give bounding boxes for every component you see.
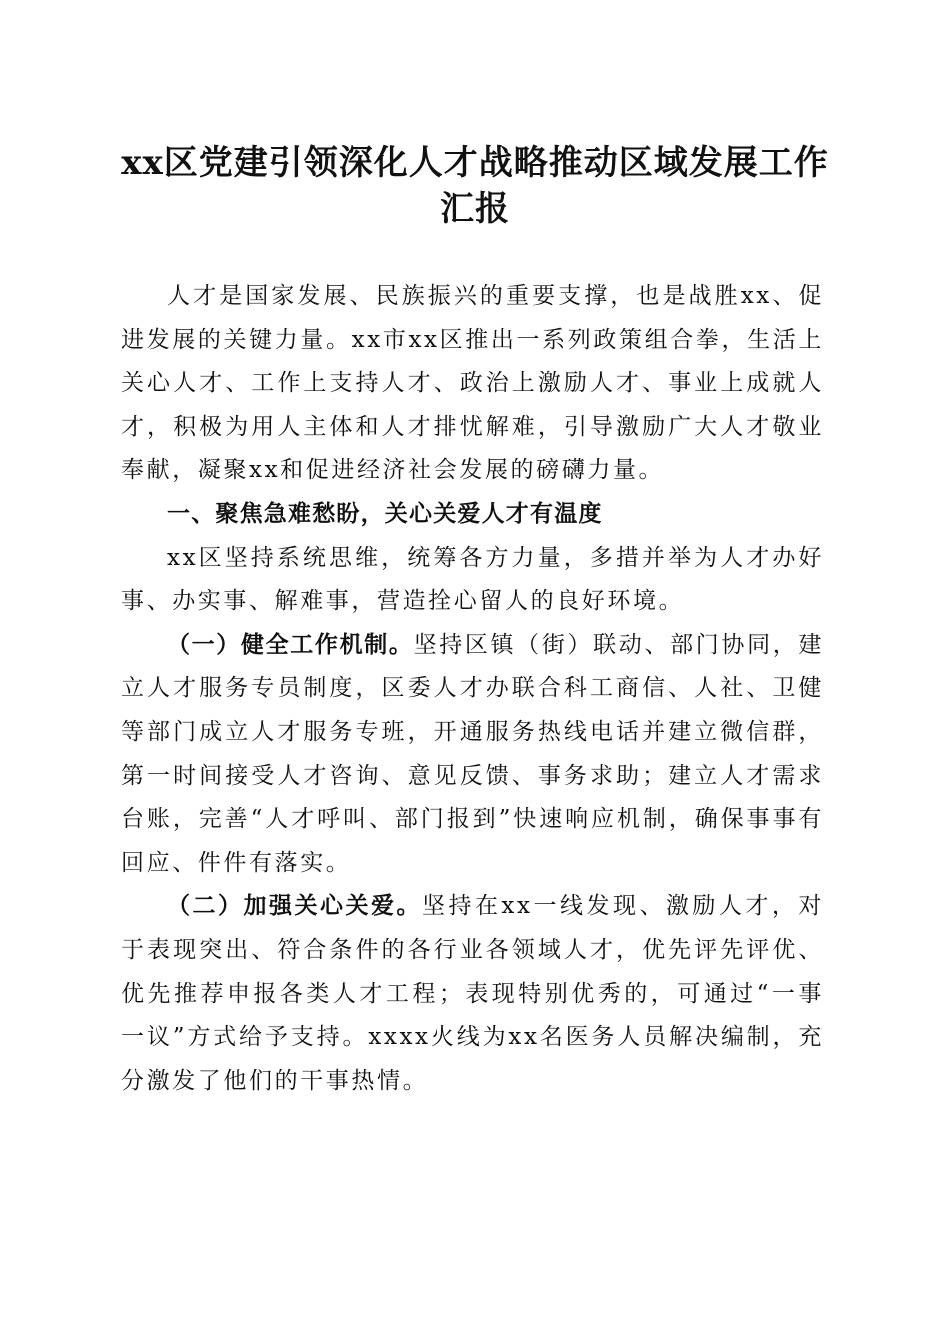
section-summary-paragraph: xx区坚持系统思维，统筹各方力量，多措并举为人才办好事、办实事、解难事，营造拴心留人的良好环境。	[121, 544, 824, 615]
section-heading: 一、聚焦急难愁盼，关心关爱人才有温度	[167, 500, 603, 527]
item-paragraph-1	[121, 624, 824, 886]
document-title: xx区党建引领深化人才战略推动区域发展工作汇报	[121, 143, 829, 229]
intro-paragraph: 人才是国家发展、民族振兴的重要支撑，也是战胜xx、促进发展的关键力量。xx市xx区推出一系列政策组合拳，生活上关心人才、工作上支持人才、政治上激励人才、事业上成就人才，积极为用人主体和人才排忧解难，引导激励广大人才敬业奉献，凝聚xx和促进经济社会发展的磅礴力量。	[121, 283, 824, 484]
item-lead-1: （一）健全工作机制。	[167, 631, 414, 658]
item-paragraph-2	[121, 885, 824, 1103]
document-body	[121, 275, 824, 1103]
item-text-1: 坚持区镇（街）联动、部门协同，建立人才服务专员制度，区委人才办联合科工商信、人社、卫健等部门成立人才服务专班，开通服务热线电话并建立微信群，第一时间接受人才咨询、意见反馈、事务求助；建立人才需求台账，完善“人才呼叫、部门报到”快速响应机制，确保事事有回应、件件有落实。	[121, 631, 824, 876]
item-text-2: 坚持在xx一线发现、激励人才，对于表现突出、符合条件的各行业各领域人才，优先评先评优、优先推荐申报各类人才工程；表现特别优秀的，可通过“一事一议”方式给予支持。xxxx火线为xx名医务人员解决编制，充分激发了他们的干事热情。	[121, 893, 825, 1094]
item-lead-2: （二）加强关心关爱。	[167, 893, 422, 920]
